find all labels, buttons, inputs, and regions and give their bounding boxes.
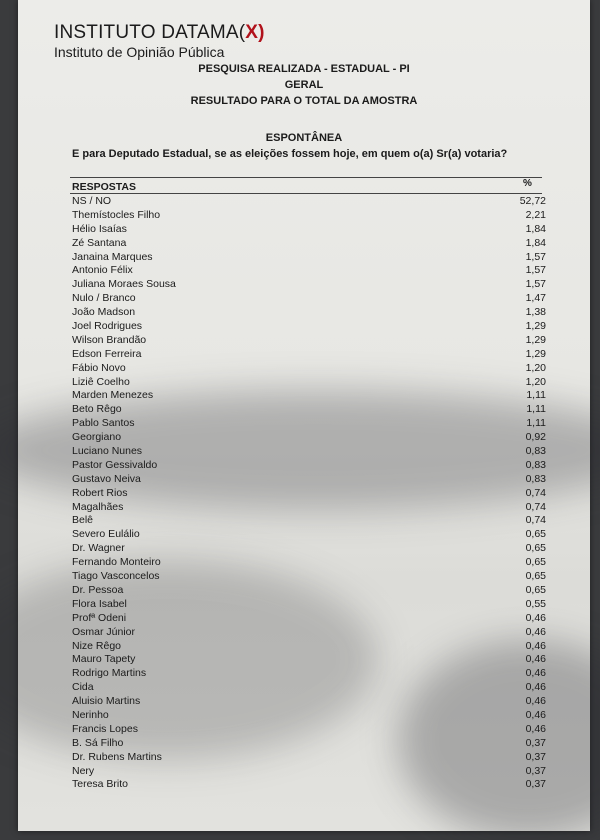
table-row xyxy=(70,376,546,390)
table-row xyxy=(70,459,546,473)
percentage: 1,84 xyxy=(525,236,546,249)
percentage: 1,47 xyxy=(525,292,546,305)
percentage: 0,83 xyxy=(525,472,546,485)
percentage: 0,65 xyxy=(525,583,546,596)
percentage: 1,57 xyxy=(525,250,546,263)
results-table xyxy=(70,195,546,792)
candidate-name: Themístocles Filho xyxy=(72,208,161,221)
column-header-responses: RESPOSTAS xyxy=(72,181,136,193)
percentage: 52,72 xyxy=(519,195,546,207)
percentage: 0,83 xyxy=(525,445,546,458)
candidate-name: NS / NO xyxy=(72,195,112,207)
table-row xyxy=(70,362,546,376)
percentage: 0,37 xyxy=(525,778,546,791)
table-row xyxy=(70,640,546,654)
candidate-name: Dr. Rubens Martins xyxy=(72,750,162,763)
table-row xyxy=(70,556,546,570)
percentage: 0,46 xyxy=(525,708,546,721)
candidate-name: Nulo / Branco xyxy=(72,292,136,305)
percentage: 1,29 xyxy=(525,320,546,333)
candidate-name: Cida xyxy=(72,681,94,694)
percentage: 1,57 xyxy=(525,264,546,277)
percentage: 0,46 xyxy=(525,611,546,624)
table-row xyxy=(70,417,546,431)
candidate-name: Marden Menezes xyxy=(72,389,154,402)
candidate-name: Francis Lopes xyxy=(72,722,138,735)
candidate-name: Profª Odeni xyxy=(72,611,127,624)
table-row xyxy=(70,570,546,584)
institute-logo xyxy=(54,22,265,60)
table-row xyxy=(70,431,546,445)
percentage: 0,74 xyxy=(525,500,546,513)
table-row xyxy=(70,403,546,417)
table-row xyxy=(70,653,546,667)
percentage: 1,11 xyxy=(526,403,546,416)
percentage: 1,84 xyxy=(525,222,546,235)
candidate-name: Zé Santana xyxy=(72,236,127,249)
percentage: 0,37 xyxy=(525,764,546,777)
percentage: 1,29 xyxy=(525,347,546,360)
percentage: 1,20 xyxy=(525,375,546,388)
percentage: 0,55 xyxy=(525,597,546,610)
candidate-name: Fernando Monteiro xyxy=(72,556,161,569)
table-row xyxy=(70,209,546,223)
candidate-name: Teresa Brito xyxy=(72,778,129,791)
candidate-name: Robert Rios xyxy=(72,486,128,499)
table-row xyxy=(70,765,546,779)
candidate-name: B. Sá Filho xyxy=(72,736,124,749)
percentage: 0,37 xyxy=(525,736,546,749)
candidate-name: Mauro Tapety xyxy=(72,653,136,666)
table-row xyxy=(70,320,546,334)
percentage: 0,65 xyxy=(525,556,546,569)
table-row xyxy=(70,709,546,723)
candidate-name: Pablo Santos xyxy=(72,417,135,430)
percentage: 0,46 xyxy=(525,653,546,666)
percentage: 0,46 xyxy=(525,625,546,638)
candidate-name: Janaina Marques xyxy=(72,250,153,263)
table-row xyxy=(70,681,546,695)
candidate-name: Fábio Novo xyxy=(72,361,126,374)
table-row xyxy=(70,389,546,403)
table-row xyxy=(70,237,546,251)
table-row xyxy=(70,473,546,487)
percentage: 0,65 xyxy=(525,570,546,583)
candidate-name: Hélio Isaías xyxy=(72,222,127,235)
candidate-name: Gustavo Neiva xyxy=(72,472,141,485)
candidate-name: Pastor Gessivaldo xyxy=(72,458,158,471)
printed-sheet xyxy=(18,0,590,831)
table-row xyxy=(70,348,546,362)
table-row xyxy=(70,751,546,765)
brand-x-mark: X) xyxy=(245,22,265,43)
candidate-name: Joel Rodrigues xyxy=(72,320,143,333)
percentage: 1,11 xyxy=(526,389,546,402)
table-row xyxy=(70,445,546,459)
table-row xyxy=(70,223,546,237)
percentage: 1,20 xyxy=(525,361,546,374)
table-row xyxy=(70,334,546,348)
percentage: 0,74 xyxy=(525,486,546,499)
table-row xyxy=(70,195,546,209)
percentage: 0,65 xyxy=(525,528,546,541)
candidate-name: Edson Ferreira xyxy=(72,347,142,360)
percentage: 0,92 xyxy=(525,431,546,444)
percentage: 0,46 xyxy=(525,681,546,694)
question-text: E para Deputado Estadual, se as eleições fossem hoje, em quem o(a) Sr(a) votaria? xyxy=(72,148,508,160)
percentage: 0,46 xyxy=(525,695,546,708)
percentage: 0,46 xyxy=(525,722,546,735)
candidate-name: Severo Eulálio xyxy=(72,528,140,541)
candidate-name: Rodrigo Martins xyxy=(72,667,147,680)
result-title: RESULTADO PARA O TOTAL DA AMOSTRA xyxy=(190,95,418,107)
survey-title: PESQUISA REALIZADA - ESTADUAL - PI xyxy=(198,63,410,75)
column-header-percent: % xyxy=(523,178,532,189)
candidate-name: Nery xyxy=(72,764,95,777)
percentage: 0,46 xyxy=(525,639,546,652)
percentage: 0,74 xyxy=(525,514,546,527)
candidate-name: Tiago Vasconcelos xyxy=(72,570,160,583)
percentage: 0,65 xyxy=(525,542,546,555)
candidate-name: João Madson xyxy=(72,306,136,319)
table-row xyxy=(70,292,546,306)
percentage: 0,37 xyxy=(525,750,546,763)
candidate-name: Wilson Brandão xyxy=(72,333,147,346)
candidate-name: Antonio Félix xyxy=(72,264,133,277)
table-row xyxy=(70,626,546,640)
table-row xyxy=(70,695,546,709)
candidate-name: Nize Rêgo xyxy=(72,639,122,652)
table-row xyxy=(70,251,546,265)
candidate-name: Magalhães xyxy=(72,500,124,513)
candidate-name: Osmar Júnior xyxy=(72,625,136,638)
candidate-name: Georgiano xyxy=(72,431,122,444)
table-row xyxy=(70,487,546,501)
table-row xyxy=(70,584,546,598)
candidate-name: Aluisio Martins xyxy=(72,695,141,708)
question-type: ESPONTÂNEA xyxy=(265,132,343,144)
candidate-name: Nerinho xyxy=(72,708,109,721)
percentage: 0,83 xyxy=(525,458,546,471)
table-row xyxy=(70,542,546,556)
table-header-rule xyxy=(70,193,542,194)
candidate-name: Luciano Nunes xyxy=(72,445,143,458)
percentage: 1,29 xyxy=(525,333,546,346)
institute-subtitle: Instituto de Opinião Pública xyxy=(54,44,225,60)
candidate-name: Dr. Wagner xyxy=(72,542,125,555)
table-row xyxy=(70,667,546,681)
candidate-name: Beto Rêgo xyxy=(72,403,122,416)
table-row xyxy=(70,278,546,292)
scope-label: GERAL xyxy=(284,79,324,91)
table-row xyxy=(70,501,546,515)
table-row xyxy=(70,528,546,542)
table-row xyxy=(70,612,546,626)
table-row xyxy=(70,737,546,751)
table-row xyxy=(70,598,546,612)
table-top-rule xyxy=(70,177,542,178)
table-row xyxy=(70,264,546,278)
table-row xyxy=(70,514,546,528)
percentage: 1,11 xyxy=(526,417,546,430)
table-row xyxy=(70,723,546,737)
percentage: 1,57 xyxy=(525,278,546,291)
table-row xyxy=(70,306,546,320)
candidate-name: Juliana Moraes Sousa xyxy=(72,278,176,291)
percentage: 2,21 xyxy=(525,208,546,221)
table-row xyxy=(70,778,546,792)
percentage: 0,46 xyxy=(525,667,546,680)
candidate-name: Flora Isabel xyxy=(72,597,127,610)
institute-name: INSTITUTO DATAMA(X) xyxy=(54,22,265,43)
candidate-name: Liziê Coelho xyxy=(72,375,130,388)
percentage: 1,38 xyxy=(525,306,546,319)
candidate-name: Dr. Pessoa xyxy=(72,583,124,596)
candidate-name: Belê xyxy=(72,514,94,527)
